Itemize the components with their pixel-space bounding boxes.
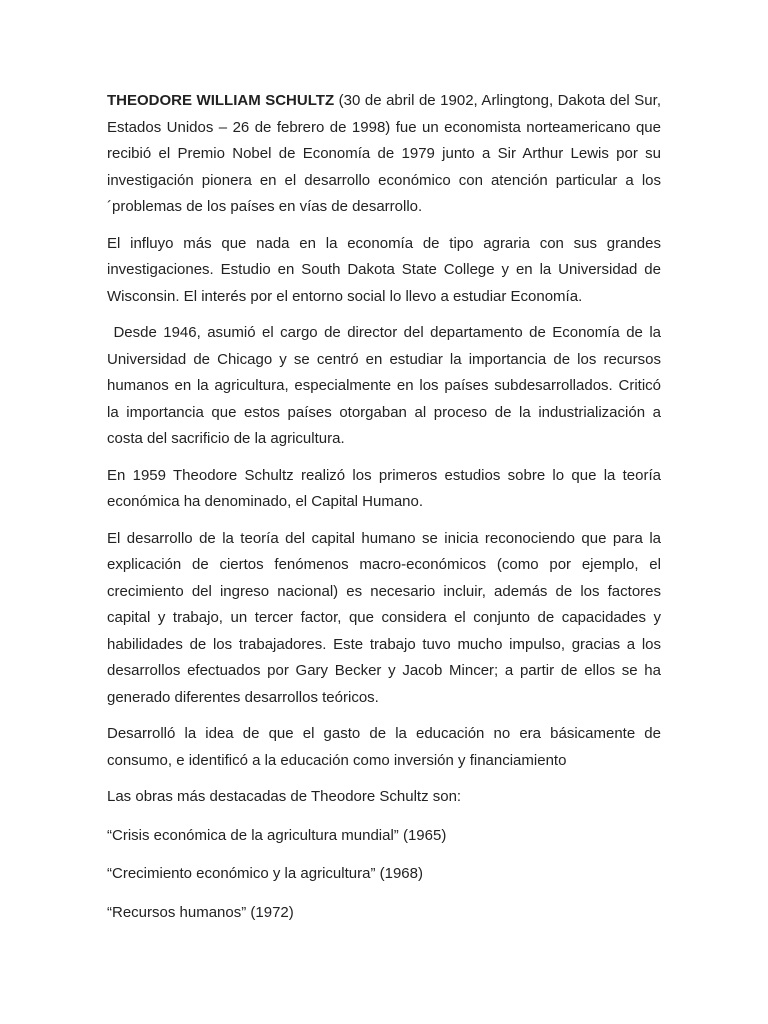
paragraph-theory: El desarrollo de la teoría del capital humano se inicia reconociendo que para la explicación de ciertos fenómenos macro-económicos (como por ejemplo, el crecimiento del ingreso nacional) es necesario incluir, además de los factores capital y trabajo, un tercer factor, que considera el conjunto de capacidades y habilidades de los trabajadores. Este trabajo tuvo mucho impulso, gracias a los desarrollos efectuados por Gary Becker y Jacob Mincer; a partir de ellos se ha generado diferentes desarrollos teóricos. bbox=[107, 529, 661, 706]
work-item-1: “Crisis económica de la agricultura mundial” (1965) bbox=[107, 826, 447, 844]
intro-text: (30 de abril de 1902, Arlingtong, Dakota del Sur, Estados Unidos – 26 de febrero de 1998) fue un economista norteamericano que recibió el Premio Nobel de Economía de 1979 junto a Sir Arthur Lewis por su investigación pionera en el desarrollo económico con atención particular a los ´problemas de los países en vías de desarrollo. bbox=[107, 92, 661, 215]
paragraph-education: El influyo más que nada en la economía de tipo agraria con sus grandes investigaciones. Estudio en South Dakota State College y en la Universidad de Wisconsin. El interés por el entorno social lo llevo a estudiar Economía. bbox=[107, 234, 661, 305]
work-item-2: “Crecimiento económico y la agricultura” (1968) bbox=[107, 865, 423, 882]
document-page bbox=[107, 88, 666, 938]
intro-paragraph bbox=[107, 88, 661, 221]
works-intro: Las obras más destacadas de Theodore Schultz son: bbox=[107, 788, 462, 805]
work-item-3: “Recursos humanos” (1972) bbox=[107, 903, 294, 921]
paragraph-investment: Desarrolló la idea de que el gasto de la educación no era básicamente de consumo, e identificó a la educación como inversión y financiamiento bbox=[107, 725, 661, 769]
subject-name: THEODORE WILLIAM SCHULTZ bbox=[107, 92, 335, 109]
paragraph-capital-humano: En 1959 Theodore Schultz realizó los primeros estudios sobre lo que la teoría económica ha denominado, el Capital Humano. bbox=[107, 466, 661, 510]
paragraph-chicago: Desde 1946, asumió el cargo de director del departamento de Economía de la Universidad de Chicago y se centró en estudiar la importancia de los recursos humanos en la agricultura, especialmente en los países subdesarrollados. Criticó la importancia que estos países otorgaban al proceso de la industrialización a costa del sacrificio de la agricultura. bbox=[107, 324, 666, 447]
